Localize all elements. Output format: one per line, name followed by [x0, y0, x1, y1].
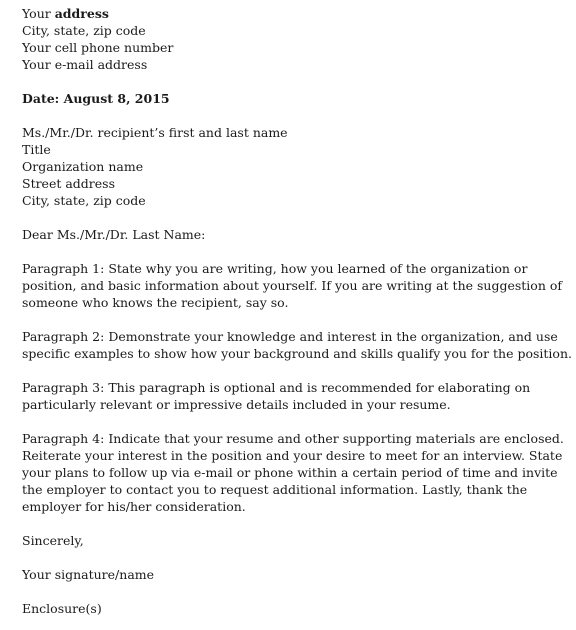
paragraph-line: employer for his/her consideration. — [22, 499, 246, 514]
sender-city-state-zip: City, state, zip code — [22, 23, 146, 38]
letter-date: Date: August 8, 2015 — [22, 91, 170, 106]
sender-address-prefix: Your — [22, 6, 55, 21]
recipient-street: Street address — [22, 176, 116, 191]
recipient-organization: Organization name — [22, 159, 144, 174]
recipient-name: Ms./Mr./Dr. recipient’s first and last name — [22, 125, 288, 140]
recipient-city-state-zip: City, state, zip code — [22, 193, 146, 208]
cover-letter-template — [22, 5, 572, 617]
sender-address — [22, 5, 562, 22]
sender-phone: Your cell phone number — [22, 40, 174, 55]
paragraph-line: someone who knows the recipient, say so. — [22, 295, 289, 310]
paragraph-line: position, and basic information about yourself. If you are writing at the suggestion of — [22, 278, 562, 293]
closing: Sincerely, — [22, 533, 84, 548]
paragraph-line: specific examples to show how your background and skills qualify you for the position. — [22, 346, 572, 361]
paragraph-line: particularly relevant or impressive details included in your resume. — [22, 397, 451, 412]
sender-email: Your e-mail address — [22, 57, 148, 72]
paragraph-line: Paragraph 3: This paragraph is optional and is recommended for elaborating on — [22, 380, 531, 395]
paragraph-1 — [22, 260, 562, 311]
recipient-title: Title — [22, 142, 51, 157]
paragraph-line: Paragraph 1: State why you are writing, how you learned of the organization or — [22, 261, 528, 276]
paragraph-2 — [22, 328, 572, 362]
paragraph-line: your plans to follow up via e-mail or phone within a certain period of time and invite — [22, 465, 558, 480]
paragraph-line: Paragraph 4: Indicate that your resume and other supporting materials are enclosed. — [22, 431, 564, 446]
paragraph-line: Reiterate your interest in the position and your desire to meet for an interview. State — [22, 448, 563, 463]
paragraph-4 — [22, 430, 562, 515]
enclosure: Enclosure(s) — [22, 601, 102, 616]
signature: Your signature/name — [22, 567, 155, 582]
recipient-block — [22, 124, 562, 209]
sender-address-bold: address — [54, 6, 109, 21]
paragraph-line: Paragraph 2: Demonstrate your knowledge and interest in the organization, and use — [22, 329, 558, 344]
salutation: Dear Ms./Mr./Dr. Last Name: — [22, 227, 206, 242]
paragraph-3 — [22, 379, 562, 413]
paragraph-line: the employer to contact you to request additional information. Lastly, thank the — [22, 482, 528, 497]
sender-block — [22, 5, 562, 73]
